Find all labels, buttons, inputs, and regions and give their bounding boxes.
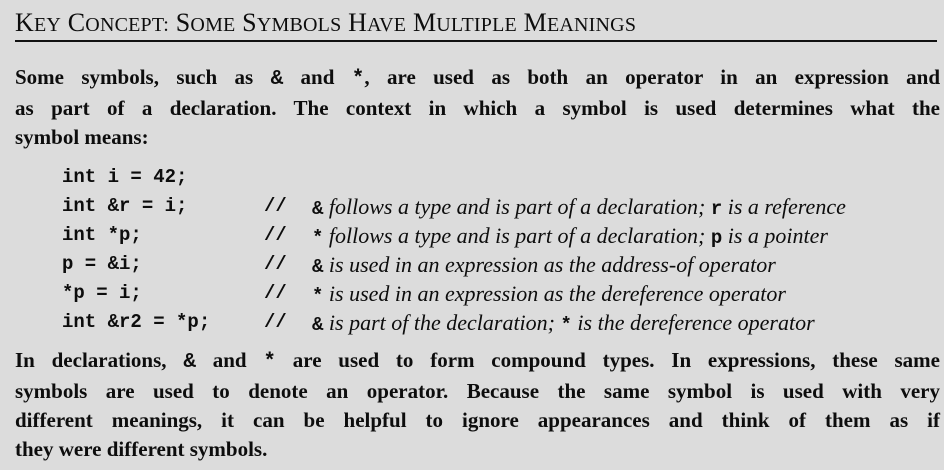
comment-slashes: // (264, 311, 287, 333)
code-statement: int i = 42; (62, 166, 188, 188)
title-some: SOME (175, 8, 236, 37)
code-statement: *p = i; (62, 282, 142, 304)
asterisk-symbol: * (351, 68, 365, 91)
code-comment: & is part of the declaration; * is the dereference operator (312, 310, 815, 336)
ampersand-symbol: & (183, 351, 196, 374)
intro-line-3: symbol means: (15, 125, 149, 149)
code-line (62, 163, 942, 192)
code-line (62, 221, 942, 250)
intro-paragraph (15, 63, 940, 152)
code-statement: p = &i; (62, 253, 142, 275)
title-symbols: SYMBOLS (242, 8, 342, 37)
title-multiple: MULTIPLE (412, 8, 517, 37)
code-statement: int &r2 = *p; (62, 311, 211, 333)
intro-line-1: Some symbols, such as & and *, are used as both an operator in an expression and (15, 65, 941, 91)
comment-slashes: // (264, 282, 287, 304)
code-line (62, 250, 942, 279)
code-comment: * follows a type and is part of a declaration; p is a pointer (312, 223, 828, 249)
ampersand-symbol: & (270, 68, 284, 91)
asterisk-symbol: * (263, 351, 276, 374)
code-example (62, 163, 942, 337)
outro-line-4: they were different symbols. (15, 437, 268, 461)
code-comment: & is used in an expression as the address-of operator (312, 252, 776, 278)
comment-slashes: // (264, 195, 287, 217)
intro-line-2: as part of a declaration. The context in which a symbol is used determines what the (15, 96, 940, 120)
comment-slashes: // (264, 253, 287, 275)
code-statement: int &r = i; (62, 195, 188, 217)
title-key: KEY (15, 8, 62, 37)
code-comment: * is used in an expression as the dereference operator (312, 281, 786, 307)
title-concept: CONCEPT: (67, 8, 170, 37)
comment-slashes: // (264, 224, 287, 246)
code-comment: & follows a type and is part of a declaration; r is a reference (312, 194, 846, 220)
code-line (62, 308, 942, 337)
title-have: HAVE (348, 8, 407, 37)
title-meanings: MEANINGS (523, 8, 637, 37)
code-line (62, 192, 942, 221)
code-line (62, 279, 942, 308)
outro-line-2: symbols are used to denote an operator. Because the same symbol is used with very (15, 379, 940, 403)
outro-paragraph (15, 346, 940, 464)
code-statement: int *p; (62, 224, 142, 246)
box-title (15, 6, 937, 42)
outro-line-3: different meanings, it can be helpful to ignore appearances and think of them as if (15, 408, 940, 432)
outro-line-1: In declarations, & and * are used to form compound types. In expressions, these same (15, 348, 940, 374)
